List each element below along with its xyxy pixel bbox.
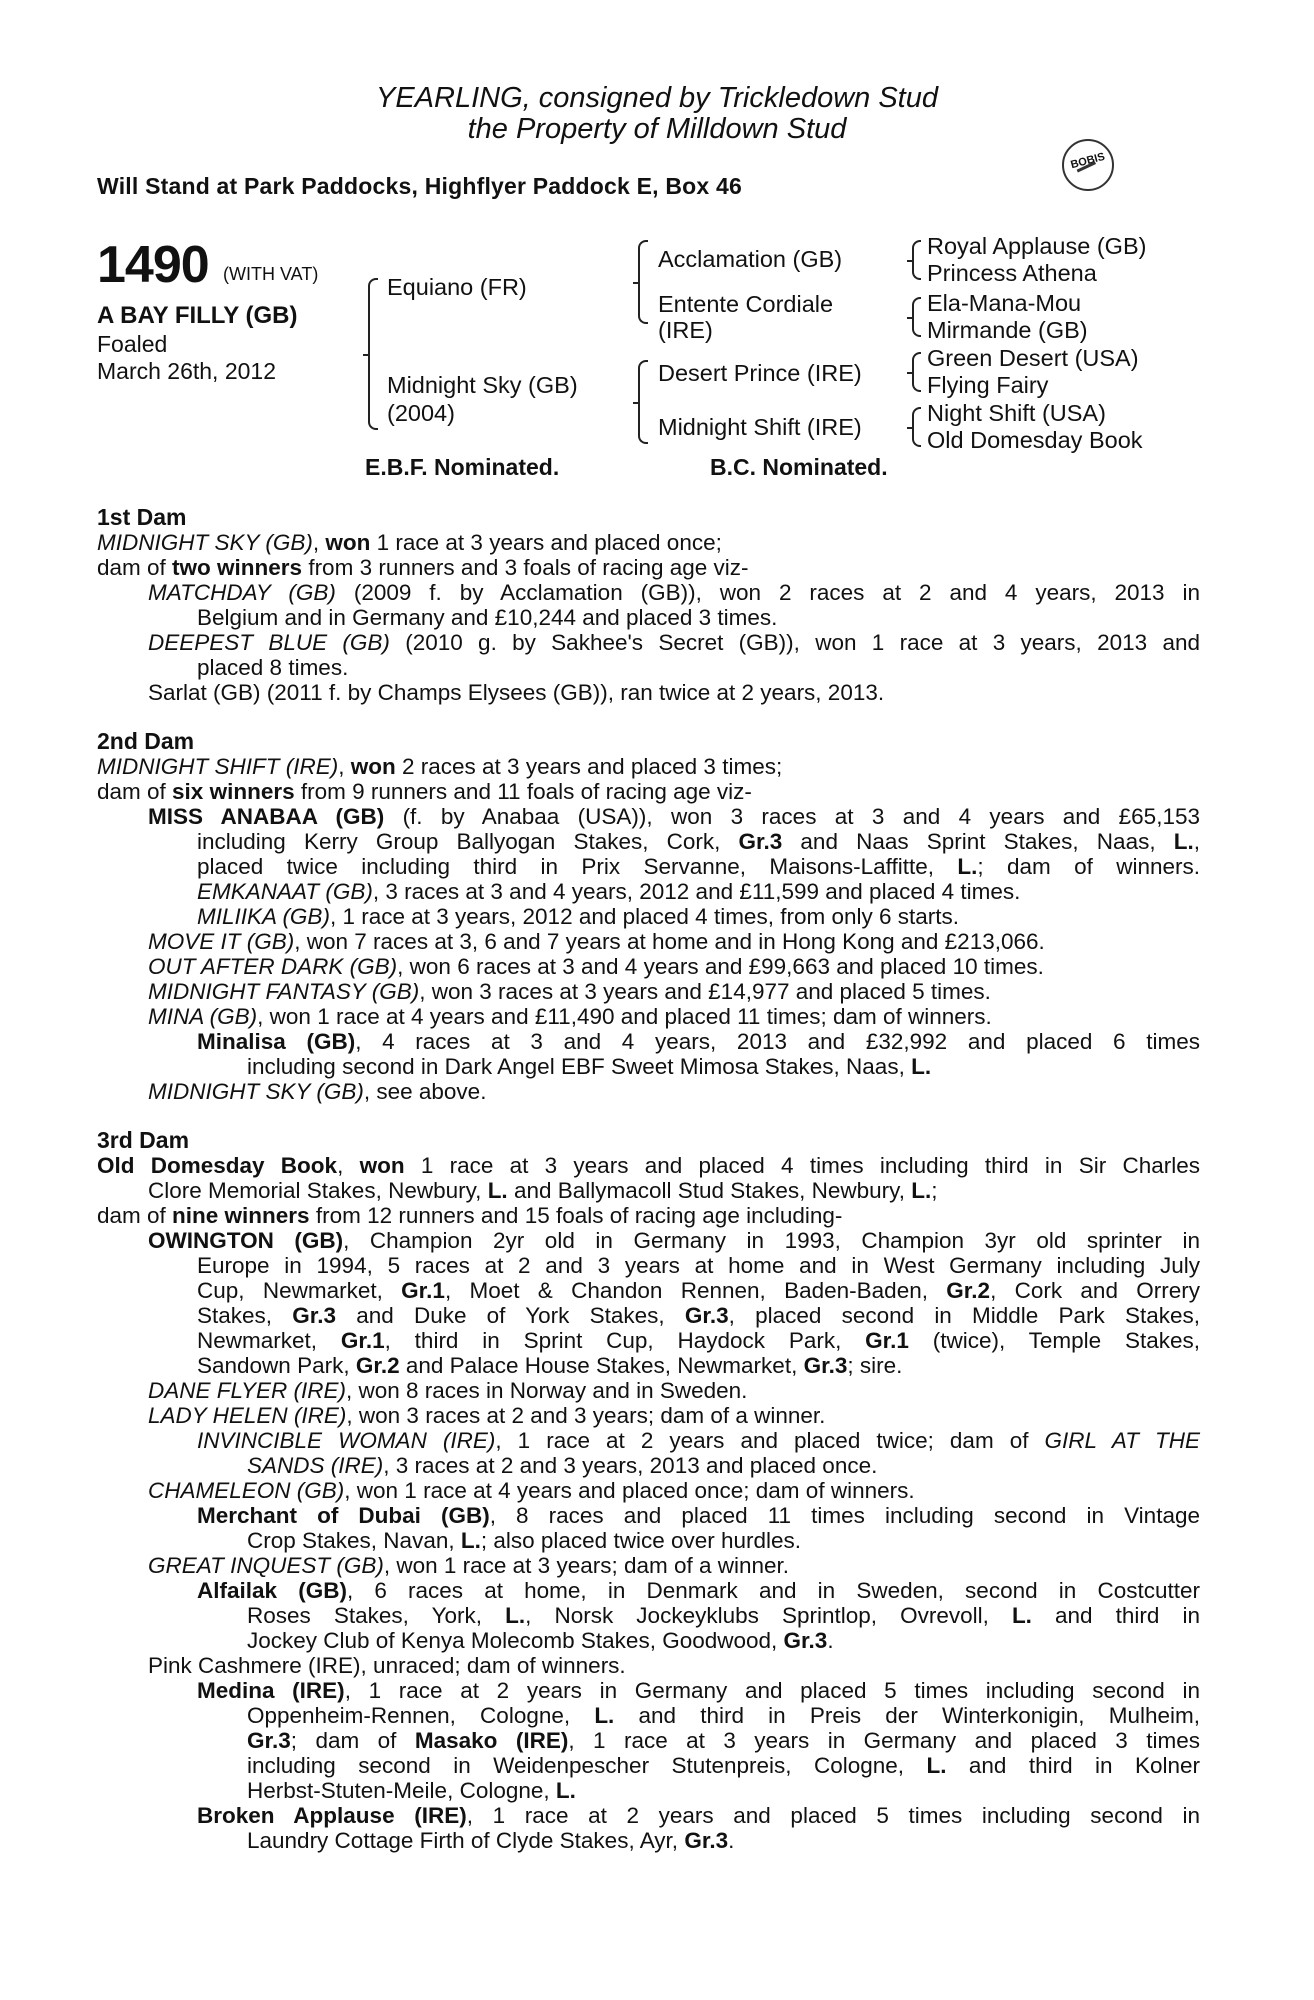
pedigree-brace bbox=[638, 240, 648, 324]
pedigree-brace bbox=[912, 352, 921, 392]
text-run: . bbox=[728, 1828, 735, 1853]
text-run: MOVE IT (GB) bbox=[148, 929, 295, 954]
text-run: Newmarket, bbox=[197, 1328, 341, 1353]
sire-sire: Acclamation (GB) bbox=[658, 246, 843, 272]
text-run: DEEPEST BLUE (GB) bbox=[148, 630, 390, 655]
text-run: Broken Applause (IRE) bbox=[197, 1803, 467, 1828]
text-run: , bbox=[312, 530, 326, 555]
text-run: L. bbox=[1173, 829, 1194, 854]
text-run: , won 1 race at 3 years; dam of a winner. bbox=[383, 1553, 790, 1578]
text-run: Crop Stakes, Navan, bbox=[247, 1528, 461, 1553]
text-run: GIRL AT THE bbox=[1044, 1428, 1200, 1453]
text-run: Medina (IRE) bbox=[197, 1678, 345, 1703]
text-run: Gr.1 bbox=[340, 1328, 385, 1353]
text-run: six winners bbox=[172, 779, 295, 804]
text-run: ; bbox=[931, 1178, 938, 1203]
text-line bbox=[247, 1778, 576, 1804]
text-line bbox=[197, 1278, 1200, 1304]
text-run: OWINGTON (GB) bbox=[148, 1228, 344, 1253]
bc-nomination: B.C. Nominated. bbox=[710, 454, 888, 480]
text-run: two winners bbox=[172, 555, 303, 580]
text-run: 2 races at 3 years and placed 3 times; bbox=[395, 754, 783, 779]
dam-dam: Midnight Shift (IRE) bbox=[658, 414, 862, 440]
text-line bbox=[247, 1603, 1200, 1629]
text-line bbox=[247, 1728, 1200, 1754]
text-run: Alfailak (GB) bbox=[197, 1578, 347, 1603]
text-line bbox=[148, 954, 1044, 980]
text-run: and Naas Sprint Stakes, Naas, bbox=[782, 829, 1174, 854]
text-line bbox=[148, 929, 1045, 955]
pedigree-brace bbox=[638, 360, 648, 444]
text-line bbox=[148, 1228, 1200, 1254]
text-run: , 1 race at 2 years and placed twice; dam of bbox=[495, 1428, 1045, 1453]
text-run: , placed second in Middle Park Stakes, bbox=[728, 1303, 1200, 1328]
text-line bbox=[197, 1328, 1200, 1354]
text-line bbox=[97, 1153, 1200, 1179]
text-run: Belgium and in Germany and £10,244 and placed 3 times. bbox=[197, 605, 778, 630]
text-run: Gr.1 bbox=[865, 1328, 909, 1353]
text-run: EMKANAAT (GB) bbox=[197, 879, 373, 904]
text-run: placed 8 times. bbox=[197, 655, 349, 680]
text-line bbox=[197, 1253, 1200, 1279]
catalogue-heading: YEARLING, consigned by Trickledown Stud bbox=[375, 82, 938, 114]
text-line bbox=[97, 555, 749, 581]
text-line bbox=[197, 1029, 1200, 1055]
text-line bbox=[197, 879, 1020, 905]
sire-name: Equiano (FR) bbox=[387, 274, 527, 300]
text-line bbox=[148, 1653, 626, 1679]
text-run: , Norsk Jockeyklubs Sprintlop, Ovrevoll, bbox=[525, 1603, 1012, 1628]
text-run: (f. by Anabaa (USA)), won 3 races at 3 and 4 years and £65,153 bbox=[384, 804, 1200, 829]
text-run: 1 race at 3 years and placed 4 times including third in Sir Charles bbox=[404, 1153, 1200, 1178]
text-line bbox=[97, 729, 194, 755]
text-run: L. bbox=[911, 1054, 932, 1079]
text-line bbox=[197, 1803, 1200, 1829]
stand-location: Will Stand at Park Paddocks, Highflyer Paddock E, Box 46 bbox=[97, 173, 742, 199]
text-run: L. bbox=[505, 1603, 526, 1628]
text-line bbox=[197, 854, 1200, 880]
text-run: , won 6 races at 3 and 4 years and £99,663 and placed 10 times. bbox=[397, 954, 1044, 979]
text-line bbox=[197, 1353, 902, 1379]
text-run: from 12 runners and 15 foals of racing age including- bbox=[309, 1203, 843, 1228]
text-run: Sarlat (GB) (2011 f. by Champs Elysees (GB)), ran twice at 2 years, 2013. bbox=[148, 680, 885, 705]
text-run: , bbox=[1193, 829, 1200, 854]
text-run: , 1 race at 3 years in Germany and placed 3 times bbox=[568, 1728, 1200, 1753]
text-line bbox=[148, 630, 1200, 656]
text-line bbox=[247, 1828, 734, 1854]
text-run: and Duke of York Stakes, bbox=[336, 1303, 685, 1328]
text-line bbox=[197, 605, 777, 631]
text-run: including second in Dark Angel EBF Sweet Mimosa Stakes, Naas, bbox=[247, 1054, 912, 1079]
text-run: , Moet & Chandon Rennen, Baden-Baden, bbox=[444, 1278, 947, 1303]
text-run: MIDNIGHT FANTASY (GB) bbox=[148, 979, 420, 1004]
text-run: Sandown Park, bbox=[197, 1353, 356, 1378]
pedigree-ggp: Night Shift (USA) bbox=[927, 400, 1106, 426]
text-line bbox=[247, 1628, 834, 1654]
text-run: Pink Cashmere (IRE), unraced; dam of winners. bbox=[148, 1653, 626, 1678]
pedigree-brace bbox=[912, 240, 921, 280]
text-run: DANE FLYER (IRE) bbox=[148, 1378, 346, 1403]
text-run: Minalisa (GB) bbox=[197, 1029, 356, 1054]
text-run: won bbox=[359, 1153, 405, 1178]
text-run: Herbst-Stuten-Meile, Cologne, bbox=[247, 1778, 556, 1803]
text-run: Clore Memorial Stakes, Newbury, bbox=[148, 1178, 488, 1203]
text-run: ; dam of winners. bbox=[977, 854, 1200, 879]
pedigree-ggp: Mirmande (GB) bbox=[927, 317, 1088, 343]
text-line bbox=[197, 1303, 1200, 1329]
text-run: Europe in 1994, 5 races at 2 and 3 years at home and in West Germany including July bbox=[197, 1253, 1200, 1278]
text-run: (twice), Temple Stakes, bbox=[908, 1328, 1201, 1353]
text-line bbox=[197, 1678, 1200, 1704]
text-run: dam of bbox=[97, 779, 173, 804]
text-line bbox=[148, 1079, 486, 1105]
text-run: , won 3 races at 2 and 3 years; dam of a winner. bbox=[346, 1403, 826, 1428]
pedigree-brace bbox=[368, 278, 378, 430]
text-run: L. bbox=[957, 854, 978, 879]
text-run: , won 1 race at 4 years and placed once; dam of winners. bbox=[344, 1478, 915, 1503]
text-run: L. bbox=[594, 1703, 615, 1728]
text-line bbox=[197, 1578, 1200, 1604]
ebf-nomination: E.B.F. Nominated. bbox=[365, 454, 560, 480]
bobis-logo-text: BOBIS bbox=[1069, 150, 1107, 172]
text-run: , won 3 races at 3 years and £14,977 and placed 5 times. bbox=[419, 979, 991, 1004]
text-run: MIDNIGHT SKY (GB) bbox=[97, 530, 313, 555]
text-run: Masako (IRE) bbox=[414, 1728, 569, 1753]
text-run: ; also placed twice over hurdles. bbox=[480, 1528, 802, 1553]
text-run: from 3 runners and 3 foals of racing age viz- bbox=[302, 555, 749, 580]
text-run: CHAMELEON (GB) bbox=[148, 1478, 345, 1503]
pedigree-ggp: Old Domesday Book bbox=[927, 427, 1143, 453]
text-run: MIDNIGHT SHIFT (IRE) bbox=[97, 754, 339, 779]
bobis-logo bbox=[1062, 139, 1114, 191]
text-run: , see above. bbox=[363, 1079, 487, 1104]
text-run: Gr.2 bbox=[946, 1278, 991, 1303]
text-run: and third in Kolner bbox=[946, 1753, 1201, 1778]
text-run: (2009 f. by Acclamation (GB)), won 2 races at 2 and 4 years, 2013 in bbox=[335, 580, 1200, 605]
text-line bbox=[247, 1753, 1200, 1779]
text-line bbox=[97, 754, 782, 780]
foaled-date: March 26th, 2012 bbox=[97, 358, 277, 384]
text-run: , bbox=[337, 1153, 360, 1178]
text-run: , 1 race at 2 years and placed 5 times including second in bbox=[466, 1803, 1201, 1828]
text-run: from 9 runners and 11 foals of racing age viz- bbox=[294, 779, 752, 804]
text-run: 1 race at 3 years and placed once; bbox=[370, 530, 722, 555]
text-run: dam of bbox=[97, 555, 173, 580]
text-line bbox=[97, 1128, 189, 1154]
sire-dam: Entente Cordiale bbox=[658, 291, 834, 317]
text-run: placed twice including third in Prix Servanne, Maisons-Laffitte, bbox=[197, 854, 958, 879]
text-run: MIDNIGHT SKY (GB) bbox=[148, 1079, 364, 1104]
text-run: MISS ANABAA (GB) bbox=[148, 804, 385, 829]
text-run: Stakes, bbox=[197, 1303, 293, 1328]
sire-dam-suffix: (IRE) bbox=[658, 317, 713, 343]
text-run: and third in Preis der Winterkonigin, Mulheim, bbox=[614, 1703, 1200, 1728]
text-run: , won 7 races at 3, 6 and 7 years at home and in Hong Kong and £213,066. bbox=[294, 929, 1045, 954]
pedigree-ggp: Princess Athena bbox=[927, 260, 1097, 286]
text-line bbox=[197, 829, 1200, 855]
text-run: , won 1 race at 4 years and £11,490 and placed 11 times; dam of winners. bbox=[257, 1004, 992, 1029]
vat-note: (WITH VAT) bbox=[223, 264, 319, 284]
text-run: L. bbox=[911, 1178, 932, 1203]
text-run: (2010 g. by Sakhee's Secret (GB)), won 1 race at 3 years, 2013 and bbox=[389, 630, 1200, 655]
text-run: and Palace House Stakes, Newmarket, bbox=[399, 1353, 804, 1378]
text-run: Gr.3 bbox=[738, 829, 783, 854]
text-run: ; sire. bbox=[847, 1353, 903, 1378]
text-line bbox=[148, 1378, 747, 1404]
text-run: L. bbox=[555, 1778, 576, 1803]
text-run: , Champion 2yr old in Germany in 1993, Champion 3yr old sprinter in bbox=[343, 1228, 1200, 1253]
text-run: OUT AFTER DARK (GB) bbox=[148, 954, 398, 979]
text-run: , 6 races at home, in Denmark and in Sweden, second in Costcutter bbox=[346, 1578, 1200, 1603]
text-line bbox=[97, 779, 752, 805]
text-run: , 8 races and placed 11 times including second in Vintage bbox=[489, 1503, 1200, 1528]
text-run: , 1 race at 2 years in Germany and placed 5 times including second in bbox=[344, 1678, 1200, 1703]
text-run: L. bbox=[487, 1178, 508, 1203]
text-run: won bbox=[350, 754, 396, 779]
text-line bbox=[148, 1178, 937, 1204]
pedigree-brace bbox=[912, 297, 921, 337]
text-run: LADY HELEN (IRE) bbox=[148, 1403, 347, 1428]
text-run: Laundry Cottage Firth of Clyde Stakes, Ayr, bbox=[247, 1828, 685, 1853]
foaled-label: Foaled bbox=[97, 331, 168, 357]
text-run: MINA (GB) bbox=[148, 1004, 258, 1029]
dam-sire: Desert Prince (IRE) bbox=[658, 360, 862, 386]
pedigree-ggp: Ela-Mana-Mou bbox=[927, 290, 1082, 316]
text-run: GREAT INQUEST (GB) bbox=[148, 1553, 384, 1578]
text-line bbox=[148, 1004, 992, 1030]
dam-name: Midnight Sky (GB) bbox=[387, 372, 578, 398]
text-line bbox=[97, 530, 722, 556]
text-line bbox=[197, 904, 959, 930]
text-line bbox=[197, 1503, 1200, 1529]
text-run: Cup, Newmarket, bbox=[197, 1278, 402, 1303]
text-run: including second in Weidenpescher Stutenpreis, Cologne, bbox=[247, 1753, 927, 1778]
text-line bbox=[148, 804, 1200, 830]
text-run: Gr.3 bbox=[803, 1353, 848, 1378]
text-run: . bbox=[827, 1628, 834, 1653]
section-heading: 2nd Dam bbox=[97, 728, 195, 754]
text-line bbox=[247, 1703, 1200, 1729]
section-heading: 3rd Dam bbox=[97, 1127, 190, 1153]
text-run: , bbox=[338, 754, 351, 779]
text-run: L. bbox=[926, 1753, 947, 1778]
section-heading: 1st Dam bbox=[97, 504, 187, 530]
pedigree-ggp: Flying Fairy bbox=[927, 372, 1049, 398]
text-line bbox=[247, 1054, 931, 1080]
text-run: MILIIKA (GB) bbox=[197, 904, 330, 929]
text-run: Old Domesday Book bbox=[97, 1153, 338, 1178]
text-run: Gr.3 bbox=[684, 1303, 729, 1328]
text-run: , third in Sprint Cup, Haydock Park, bbox=[384, 1328, 866, 1353]
text-line bbox=[148, 1478, 915, 1504]
text-run: Oppenheim-Rennen, Cologne, bbox=[247, 1703, 595, 1728]
text-run: , 4 races at 3 and 4 years, 2013 and £32,992 and placed 6 times bbox=[355, 1029, 1200, 1054]
text-run: nine winners bbox=[172, 1203, 310, 1228]
text-run: , 1 race at 3 years, 2012 and placed 4 times, from only 6 starts. bbox=[329, 904, 960, 929]
text-run: and Ballymacoll Stud Stakes, Newbury, bbox=[507, 1178, 912, 1203]
lot-description: A BAY FILLY (GB) bbox=[97, 302, 298, 329]
pedigree-brace bbox=[912, 407, 921, 447]
text-run: L. bbox=[1011, 1603, 1032, 1628]
text-run: , 3 races at 2 and 3 years, 2013 and placed once. bbox=[383, 1453, 878, 1478]
text-run: , Cork and Orrery bbox=[990, 1278, 1200, 1303]
text-line bbox=[97, 1203, 842, 1229]
text-line bbox=[197, 655, 348, 681]
dam-year: (2004) bbox=[387, 400, 455, 426]
text-line bbox=[148, 1403, 825, 1429]
pedigree-ggp: Green Desert (USA) bbox=[927, 345, 1139, 371]
text-run: Gr.3 bbox=[783, 1628, 828, 1653]
text-run: including Kerry Group Ballyogan Stakes, Cork, bbox=[197, 829, 739, 854]
text-run: ; dam of bbox=[290, 1728, 415, 1753]
text-run: , 3 races at 3 and 4 years, 2012 and £11,599 and placed 4 times. bbox=[372, 879, 1021, 904]
text-run: Gr.3 bbox=[684, 1828, 729, 1853]
text-line bbox=[247, 1453, 877, 1479]
text-run: Gr.1 bbox=[401, 1278, 445, 1303]
text-run: MATCHDAY (GB) bbox=[148, 580, 336, 605]
text-run: Gr.3 bbox=[247, 1728, 291, 1753]
text-run: L. bbox=[460, 1528, 481, 1553]
text-run: Jockey Club of Kenya Molecomb Stakes, Goodwood, bbox=[247, 1628, 784, 1653]
text-line bbox=[148, 580, 1200, 606]
text-line bbox=[197, 1428, 1200, 1454]
text-run: Merchant of Dubai (GB) bbox=[197, 1503, 490, 1528]
text-line bbox=[97, 505, 186, 531]
text-run: Roses Stakes, York, bbox=[247, 1603, 506, 1628]
text-run: Gr.3 bbox=[292, 1303, 337, 1328]
text-line bbox=[148, 1553, 789, 1579]
text-run: won bbox=[325, 530, 371, 555]
catalogue-subheading: the Property of Milldown Stud bbox=[467, 113, 847, 145]
text-run: and third in bbox=[1031, 1603, 1201, 1628]
text-line bbox=[148, 979, 991, 1005]
text-run: , won 8 races in Norway and in Sweden. bbox=[345, 1378, 748, 1403]
text-run: SANDS (IRE) bbox=[247, 1453, 384, 1478]
lot-number: 1490 bbox=[97, 236, 209, 294]
text-run: Gr.2 bbox=[355, 1353, 400, 1378]
text-line bbox=[247, 1528, 801, 1554]
text-line bbox=[148, 680, 884, 706]
text-run: dam of bbox=[97, 1203, 173, 1228]
text-run: INVINCIBLE WOMAN (IRE) bbox=[197, 1428, 496, 1453]
pedigree-ggp: Royal Applause (GB) bbox=[927, 233, 1147, 259]
